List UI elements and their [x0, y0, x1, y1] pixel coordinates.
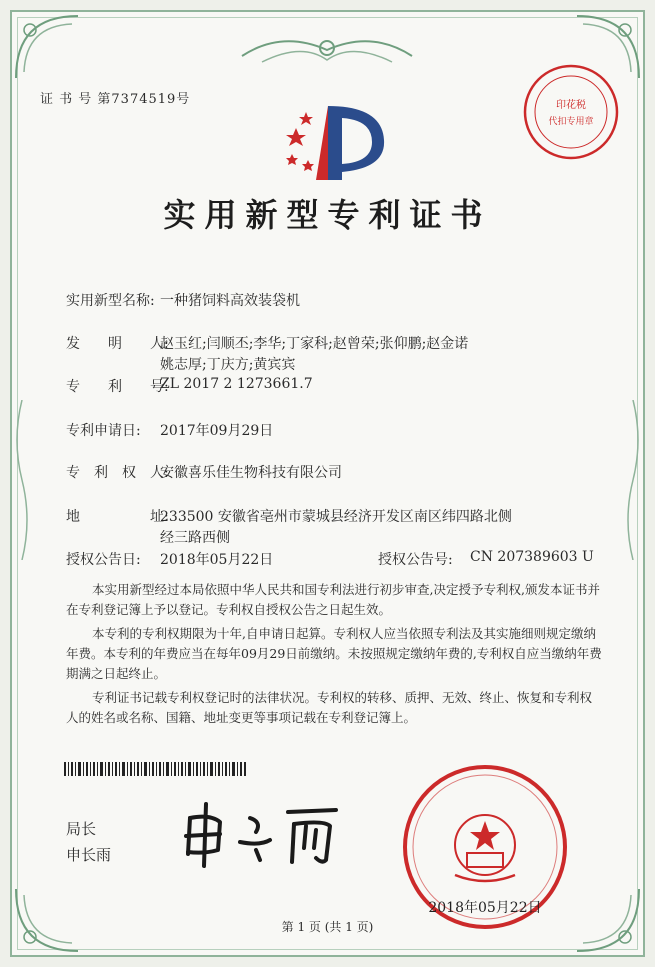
certificate-title: 实用新型专利证书	[163, 196, 492, 234]
top-ornament	[232, 26, 422, 72]
right-side-ornament	[623, 400, 643, 560]
application-date-value: 2017年09月29日	[160, 423, 274, 439]
body-paragraph-1: 本实用新型经过本局依照中华人民共和国专利法进行初步审查,决定授予专利权,颁发本证书并在专利登记簿上予以登记。专利权自授权公告之日起生效。	[66, 582, 600, 617]
grant-date-value: 2018年05月22日	[160, 552, 274, 568]
grant-number-label: 授权公告号:	[378, 552, 453, 568]
seal-date: 2018年05月22日	[428, 900, 542, 916]
tax-stamp-line-2: 代扣专用章	[548, 117, 594, 127]
barcode	[64, 762, 246, 776]
grant-number-value: CN 207389603 U	[470, 549, 594, 565]
director-name: 申长雨	[66, 846, 112, 864]
inventor-label: 发 明 人:	[66, 336, 169, 352]
utility-model-name-value: 一种猪饲料高效装袋机	[160, 293, 300, 309]
application-date-label: 专利申请日:	[66, 423, 141, 439]
patent-number-label: 专 利 号:	[66, 379, 169, 395]
national-ip-office-seal	[400, 762, 570, 932]
tax-stamp	[521, 62, 621, 162]
address-label: 地 址:	[66, 509, 169, 525]
left-side-ornament	[12, 400, 32, 560]
page-indicator: 第 1 页 (共 1 页)	[281, 920, 374, 934]
director-signature	[176, 796, 346, 870]
inventor-line-2: 姚志厚;丁庆方;黄宾宾	[160, 357, 296, 373]
patent-number-value: ZL 2017 2 1273661.7	[160, 376, 313, 392]
patent-office-logo	[276, 98, 386, 188]
utility-model-name-label: 实用新型名称:	[66, 293, 155, 309]
patent-holder-value: 安徽喜乐佳生物科技有限公司	[160, 465, 342, 481]
director-title: 局长	[66, 820, 97, 838]
corner-ornament-top-left	[12, 12, 82, 82]
inventor-line-1: 赵玉红;闫顺丕;李华;丁家科;赵曾荣;张仰鹏;赵金诺	[160, 336, 469, 352]
body-paragraph-2: 本专利的专利权期限为十年,自申请日起算。专利权人应当依照专利法及其实施细则规定缴纳年费。本专利的年费应当在每年09月29日前缴纳。未按照规定缴纳年费的,专利权自应当缴纳年费期满之日起终止。	[66, 626, 602, 681]
certificate-number: 证 书 号 第7374519号	[40, 92, 191, 107]
address-line-2: 经三路西侧	[160, 530, 230, 546]
body-paragraph-3: 专利证书记载专利权登记时的法律状况。专利权的转移、质押、无效、终止、恢复和专利权人的姓名或名称、国籍、地址变更等事项记载在专利登记簿上。	[66, 690, 593, 725]
address-line-1: 233500 安徽省亳州市蒙城县经济开发区南区纬四路北侧	[160, 509, 512, 525]
tax-stamp-line-1: 印花税	[556, 100, 586, 111]
patent-holder-label: 专 利 权 人:	[66, 465, 169, 481]
grant-date-label: 授权公告日:	[66, 552, 141, 568]
